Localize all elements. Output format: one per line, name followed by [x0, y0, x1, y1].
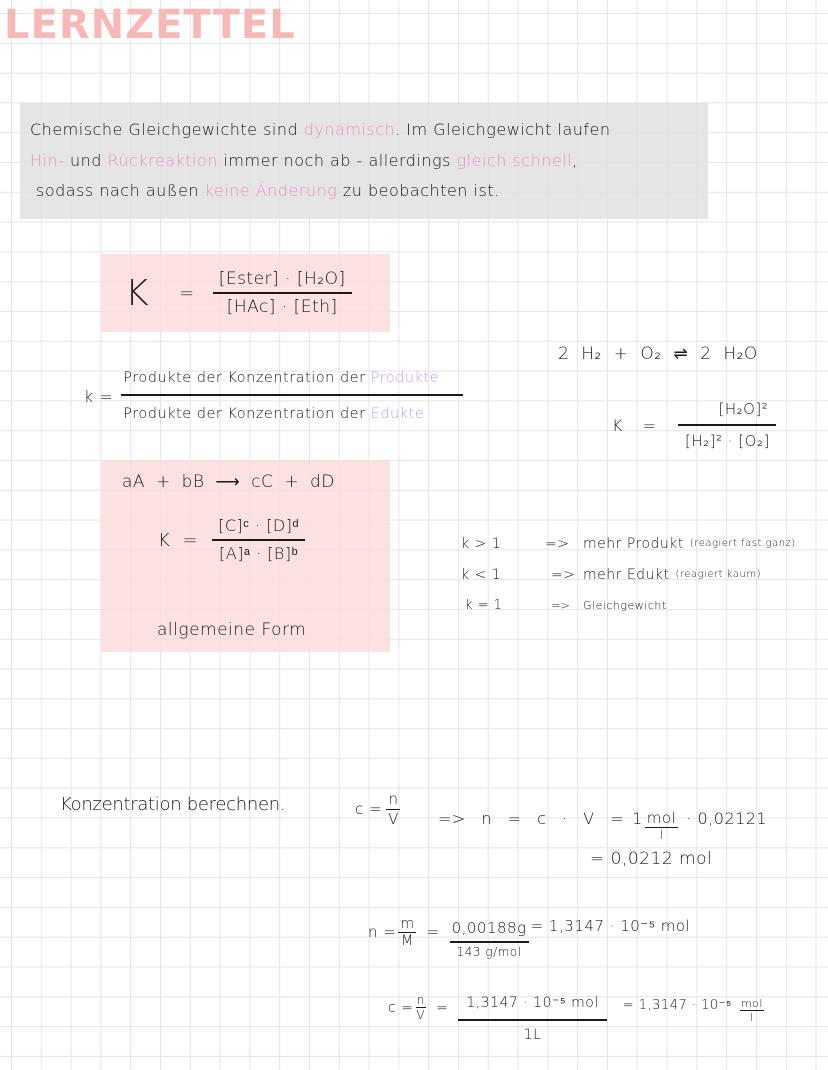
k-condition: k = 1 — [465, 598, 503, 613]
general-k-formula — [158, 516, 305, 564]
denominator: [H₂]² · [O₂] — [684, 432, 770, 450]
unit-fraction — [740, 997, 764, 1024]
intro-text: immer noch ab - allerdings — [217, 151, 457, 170]
numerator — [121, 370, 463, 396]
conc-calculation — [388, 972, 764, 1043]
mass-result: = 1,3147 · 10⁻⁵ mol — [530, 917, 691, 935]
intro-line-2 — [30, 151, 578, 170]
n-formula: => n = c · V = — [438, 809, 625, 828]
page-title: LERNZETTEL — [4, 2, 296, 48]
fraction — [458, 994, 606, 1043]
numerator: mol — [740, 997, 763, 1010]
volume-factor: · 0,02121 — [686, 809, 768, 828]
fraction — [415, 993, 426, 1022]
denominator — [121, 396, 426, 422]
k-note: (reagiert kaum) — [675, 569, 761, 580]
denominator: M — [401, 932, 414, 949]
intro-line-1 — [30, 120, 611, 139]
highlight-dynamisch: dynamisch — [303, 120, 396, 139]
highlight-gleich-schnell: gleich schnell — [456, 151, 573, 170]
numerator: m — [400, 915, 415, 932]
equals-sign: = — [426, 923, 440, 941]
water-reaction-equation: 2 H₂ + O₂ ⇌ 2 H₂O — [558, 344, 758, 364]
denominator: 1L — [523, 1027, 542, 1043]
fraction — [213, 269, 352, 317]
numerator: 0,00188g — [450, 919, 529, 943]
formula-lhs: c = — [355, 800, 383, 818]
k-rule-row — [461, 590, 796, 621]
denominator: V — [416, 1008, 426, 1022]
numerator-text: Produkte der Konzentration der — [123, 370, 371, 386]
highlight-rueckreaktion: Rückreaktion — [107, 151, 218, 170]
intro-text: , — [572, 151, 578, 170]
formula-lhs: n = — [368, 923, 397, 941]
numerator: [Ester] · [H₂O] — [213, 269, 352, 294]
general-reaction: aA + bB ⟶ cC + dD — [122, 472, 335, 492]
fraction — [386, 790, 401, 828]
denominator: [HAc] · [Eth] — [226, 297, 338, 317]
conc-result: = 1,3147 · 10⁻⁵ — [622, 997, 732, 1013]
formula-lhs: c = — [388, 999, 414, 1016]
numerator: 1,3147 · 10⁻⁵ mol — [458, 994, 606, 1021]
word-formula — [84, 370, 463, 422]
numerator: n — [416, 993, 425, 1007]
general-form-label: allgemeine Form — [157, 620, 307, 640]
denominator: 143 g/mol — [456, 945, 522, 959]
fraction — [645, 809, 678, 842]
fraction — [450, 919, 529, 959]
denominator: l — [750, 1011, 754, 1024]
formula-lhs: K = — [612, 415, 657, 435]
intro-text: . Im Gleichgewicht laufen — [395, 120, 611, 139]
k-condition: k > 1 — [461, 535, 502, 552]
water-k-formula — [612, 400, 776, 450]
highlight-hin: Hin- — [30, 151, 65, 170]
intro-text: und — [64, 151, 108, 170]
calculation-heading: Konzentration berechnen. — [60, 794, 286, 815]
formula-lhs: k = — [84, 386, 114, 406]
intro-text: zu beobachten ist. — [337, 181, 500, 200]
k-rule-row — [461, 528, 796, 559]
denominator: [A]ᵃ · [B]ᵇ — [219, 544, 299, 563]
fraction — [398, 916, 416, 949]
intro-text: Chemische Gleichgewichte sind — [30, 120, 304, 139]
denominator-text: Produkte der Konzentration der — [123, 406, 371, 422]
highlight-edukte: Edukte — [370, 406, 425, 422]
implies-arrow: => — [551, 566, 576, 583]
n-calculation — [438, 795, 767, 842]
k-condition: k < 1 — [461, 566, 502, 583]
denominator: V — [388, 810, 399, 828]
k-result: mehr Edukt — [583, 566, 670, 583]
k-result: Gleichgewicht — [583, 599, 667, 612]
implies-arrow: => — [545, 535, 570, 552]
fraction — [212, 516, 305, 564]
k-note: (reagiert fast ganz) — [689, 538, 796, 549]
k-rules-list — [461, 528, 796, 621]
n-result: = 0,0212 mol — [590, 849, 713, 869]
intro-line-3 — [36, 181, 500, 200]
ester-formula — [125, 262, 352, 324]
numerator: n — [388, 790, 399, 808]
k-rule-row — [461, 559, 796, 590]
numerator: mol — [646, 809, 677, 827]
denominator: l — [659, 828, 664, 842]
formula-lhs: K = — [158, 529, 199, 551]
highlight-keine-aenderung: keine Änderung — [204, 181, 338, 200]
equals-sign: = — [436, 999, 449, 1016]
fraction — [121, 370, 463, 422]
fraction — [678, 400, 776, 450]
implies-arrow: => — [551, 599, 571, 612]
equals-sign: = — [179, 282, 195, 304]
numerator: [C]ᶜ · [D]ᵈ — [212, 516, 305, 541]
numerator: [H₂O]² — [678, 400, 776, 426]
k-result: mehr Produkt — [583, 535, 684, 552]
mass-calculation — [368, 905, 690, 959]
coefficient: 1 — [632, 809, 643, 828]
intro-text: sodass nach außen — [36, 181, 205, 200]
formula-lhs: K — [125, 272, 150, 314]
highlight-produkte: Produkte — [370, 370, 440, 386]
c-definition — [355, 790, 401, 828]
